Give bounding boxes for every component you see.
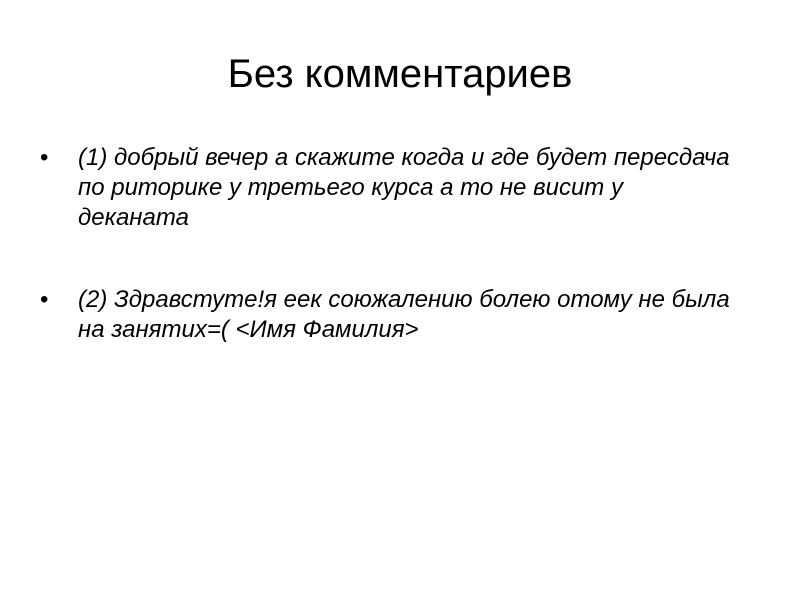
bullet-dot-icon: • bbox=[40, 286, 49, 313]
bullet-list bbox=[40, 143, 740, 397]
bullet-item bbox=[40, 143, 740, 233]
bullet-item bbox=[40, 285, 740, 345]
slide-title: Без комментариев bbox=[227, 52, 573, 96]
bullet-text: (2) Здравстуте!я еек союжалению болею отому не была на занятих=( <Имя Фамилия> bbox=[78, 286, 730, 343]
bullet-text: (1) добрый вечер а скажите когда и где будет пересдача по риторике у третьего курса а то не висит у деканата bbox=[78, 144, 730, 231]
bullet-dot-icon: • bbox=[40, 144, 49, 171]
